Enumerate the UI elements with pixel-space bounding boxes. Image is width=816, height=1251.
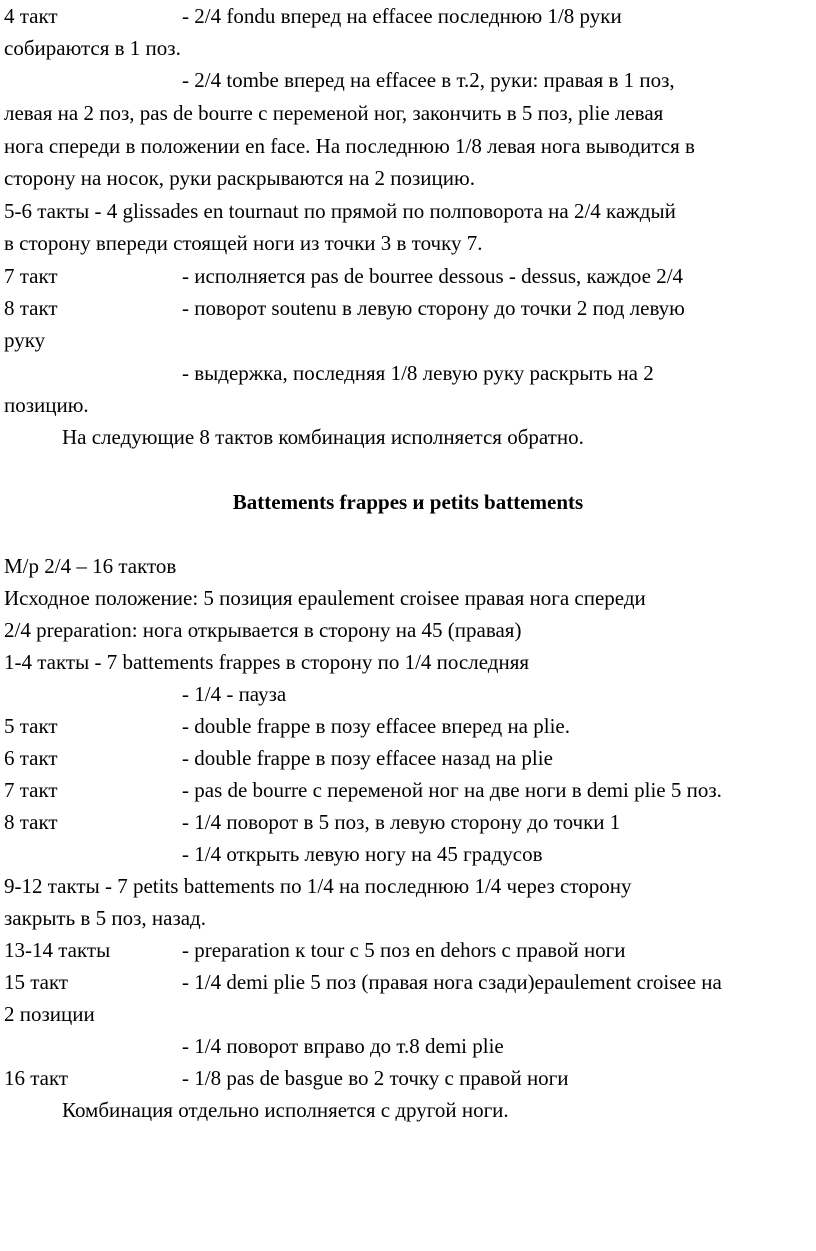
text-line xyxy=(4,778,722,802)
text-line: нога спереди в положении en face. На последнюю 1/8 левая нога выводится в xyxy=(4,134,695,158)
line-text: - 1/4 demi plie 5 поз (правая нога сзади)epaulement croisee на xyxy=(182,970,722,994)
bar-label: 8 такт xyxy=(4,296,58,320)
text-line xyxy=(4,4,622,28)
bar-label: 15 такт xyxy=(4,970,69,994)
text-line: 9-12 такты - 7 petits battements по 1/4 на последнюю 1/4 через сторону xyxy=(4,874,632,898)
text-line: - 1/4 поворот вправо до т.8 demi plie xyxy=(182,1034,504,1058)
bar-label: 13-14 такты xyxy=(4,938,111,962)
text-line xyxy=(4,970,722,994)
line-text: - 1/4 поворот в 5 поз, в левую сторону до точки 1 xyxy=(182,810,621,834)
text-line: позицию. xyxy=(4,393,89,417)
text-line: Комбинация отдельно исполняется с другой ноги. xyxy=(62,1098,509,1122)
text-line: 2 позиции xyxy=(4,1002,95,1026)
line-text: - поворот soutenu в левую сторону до точки 2 под левую xyxy=(182,296,685,320)
bar-label: 7 такт xyxy=(4,264,58,288)
text-line: - 1/4 - пауза xyxy=(182,682,287,706)
bar-label: 4 такт xyxy=(4,4,58,28)
line-text: - pas de bourre с переменой ног на две ноги в demi plie 5 поз. xyxy=(182,778,722,802)
text-line: закрыть в 5 поз, назад. xyxy=(4,906,206,930)
text-line: На следующие 8 тактов комбинация исполняется обратно. xyxy=(62,425,584,449)
text-line: - 1/4 открыть левую ногу на 45 градусов xyxy=(182,842,543,866)
text-line xyxy=(4,296,685,320)
text-line: - 2/4 tombe вперед на effacee в т.2, руки: правая в 1 поз, xyxy=(182,68,675,92)
text-line: М/р 2/4 – 16 тактов xyxy=(4,554,177,578)
text-line: Исходное положение: 5 позиция epaulement croisee правая нога спереди xyxy=(4,586,646,610)
text-line: 2/4 preparation: нога открывается в сторону на 45 (правая) xyxy=(4,618,522,642)
text-line: левая на 2 поз, pas de bourre с переменой ног, закончить в 5 поз, plie левая xyxy=(4,101,664,125)
line-text: - 2/4 fondu вперед на effacee последнюю 1/8 руки xyxy=(182,4,622,28)
text-line xyxy=(4,746,553,770)
line-text: - 1/8 pas de basgue во 2 точку с правой ноги xyxy=(182,1066,569,1090)
text-line xyxy=(4,810,620,834)
text-line xyxy=(4,714,570,738)
line-text: - preparation к tour с 5 поз en dehors с правой ноги xyxy=(182,938,626,962)
text-line: собираются в 1 поз. xyxy=(4,36,181,60)
text-line xyxy=(4,264,683,288)
text-line: сторону на носок, руки раскрываются на 2 позицию. xyxy=(4,166,475,190)
text-line xyxy=(4,938,626,962)
text-line: 5-6 такты - 4 glissades en tournaut по прямой по полповорота на 2/4 каждый xyxy=(4,199,676,223)
section-heading: Battements frappes и petits battements xyxy=(232,490,584,514)
text-line: 1-4 такты - 7 battements frappes в сторону по 1/4 последняя xyxy=(4,650,530,674)
bar-label: 8 такт xyxy=(4,810,58,834)
bar-label: 16 такт xyxy=(4,1066,69,1090)
text-line: - выдержка, последняя 1/8 левую руку раскрыть на 2 xyxy=(182,361,654,385)
line-text: - double frappe в позу effacee назад на plie xyxy=(182,746,553,770)
bar-label: 6 такт xyxy=(4,746,58,770)
text-line: руку xyxy=(4,328,46,352)
line-text: - исполняется pas de bourree dessous - dessus, каждое 2/4 xyxy=(182,264,684,288)
bar-label: 5 такт xyxy=(4,714,58,738)
text-line: в сторону впереди стоящей ноги из точки 3 в точку 7. xyxy=(4,231,483,255)
bar-label: 7 такт xyxy=(4,778,58,802)
text-line xyxy=(4,1066,569,1090)
line-text: - double frappe в позу effacee вперед на plie. xyxy=(182,714,570,738)
